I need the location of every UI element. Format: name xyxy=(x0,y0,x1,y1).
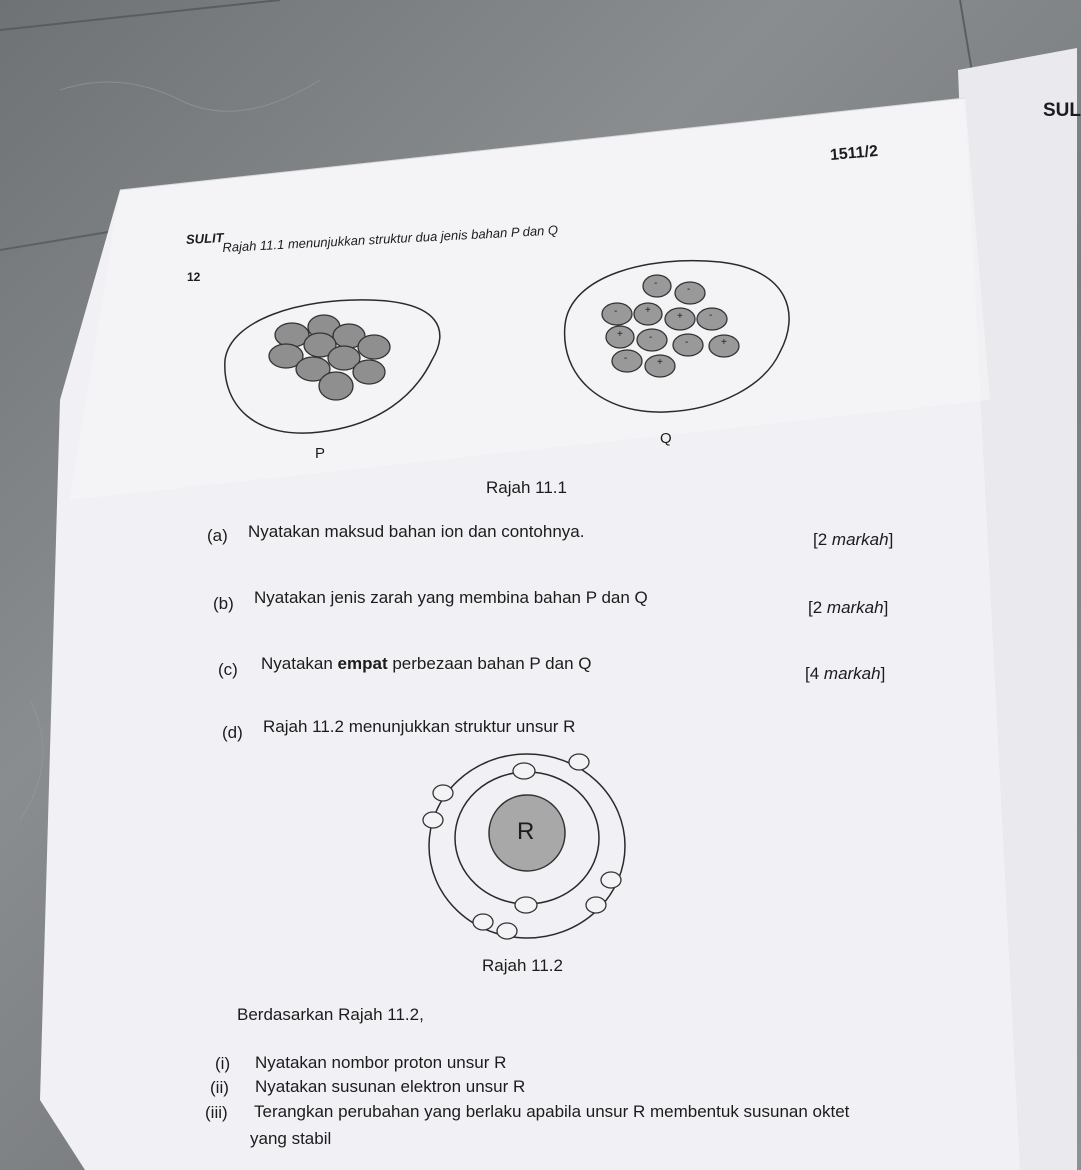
marks-close: ] xyxy=(883,598,889,617)
question-number: 12 xyxy=(187,270,201,284)
figure-caption-11-1: Rajah 11.1 xyxy=(486,478,567,497)
ion-sign: + xyxy=(721,337,727,348)
subpart-iii-continuation: yang stabil xyxy=(250,1129,332,1148)
part-c-text-before: Nyatakan xyxy=(261,654,338,673)
ion-sign: - xyxy=(687,284,691,295)
part-a-label: (a) xyxy=(207,526,228,545)
subpart-ii-label: (ii) xyxy=(210,1078,229,1097)
ion-sign: + xyxy=(617,329,623,340)
part-c-label: (c) xyxy=(218,660,238,679)
ion-sign: + xyxy=(657,357,663,368)
marks-open: [4 xyxy=(805,664,824,683)
label-p: P xyxy=(315,445,326,462)
marks-open: [2 xyxy=(813,530,832,549)
label-q: Q xyxy=(660,430,672,447)
subpart-i-text: Nyatakan nombor proton unsur R xyxy=(255,1053,507,1072)
based-on-text: Berdasarkan Rajah 11.2, xyxy=(237,1005,424,1024)
subpart-ii-text: Nyatakan susunan elektron unsur R xyxy=(255,1077,526,1096)
sulit-top-label: SUL xyxy=(1043,100,1081,121)
part-b-label: (b) xyxy=(213,594,234,613)
ion-sign: - xyxy=(654,278,658,289)
ion-sign: + xyxy=(677,311,683,322)
marks-close: ] xyxy=(880,664,886,683)
subpart-iii-label: (iii) xyxy=(205,1103,228,1122)
subpart-iii-text: Terangkan perubahan yang berlaku apabila unsur R membentuk susunan oktet xyxy=(254,1102,850,1121)
part-d-label: (d) xyxy=(222,723,243,742)
part-c-text-after: perbezaan bahan P dan Q xyxy=(387,654,592,673)
paper-code: 1511/2 xyxy=(829,142,879,165)
subpart-i-label: (i) xyxy=(215,1054,231,1073)
part-b-text: Nyatakan jenis zarah yang membina bahan P dan Q xyxy=(254,588,648,607)
part-c-text-bold: empat xyxy=(337,654,388,673)
ion-sign: - xyxy=(624,353,628,364)
marks-word: markah xyxy=(831,530,889,549)
part-a-text: Nyatakan maksud bahan ion dan contohnya. xyxy=(248,522,585,541)
ion-sign: - xyxy=(614,306,618,317)
ion-sign: - xyxy=(685,337,689,348)
marks-word: markah xyxy=(826,598,884,617)
sulit-label: SULIT xyxy=(185,230,224,247)
ion-sign: + xyxy=(645,305,651,316)
marks-open: [2 xyxy=(808,598,827,617)
ion-sign: - xyxy=(709,310,713,321)
figure-caption-11-2: Rajah 11.2 xyxy=(482,956,563,975)
marks-close: ] xyxy=(888,530,894,549)
marks-word: markah xyxy=(823,664,881,683)
ion-sign: - xyxy=(649,332,653,343)
part-d-text: Rajah 11.2 menunjukkan struktur unsur R xyxy=(263,717,576,736)
nucleus-label: R xyxy=(517,818,535,845)
intro-text: Rajah 11.1 menunjukkan struktur dua jenis bahan P dan Q xyxy=(222,222,559,255)
